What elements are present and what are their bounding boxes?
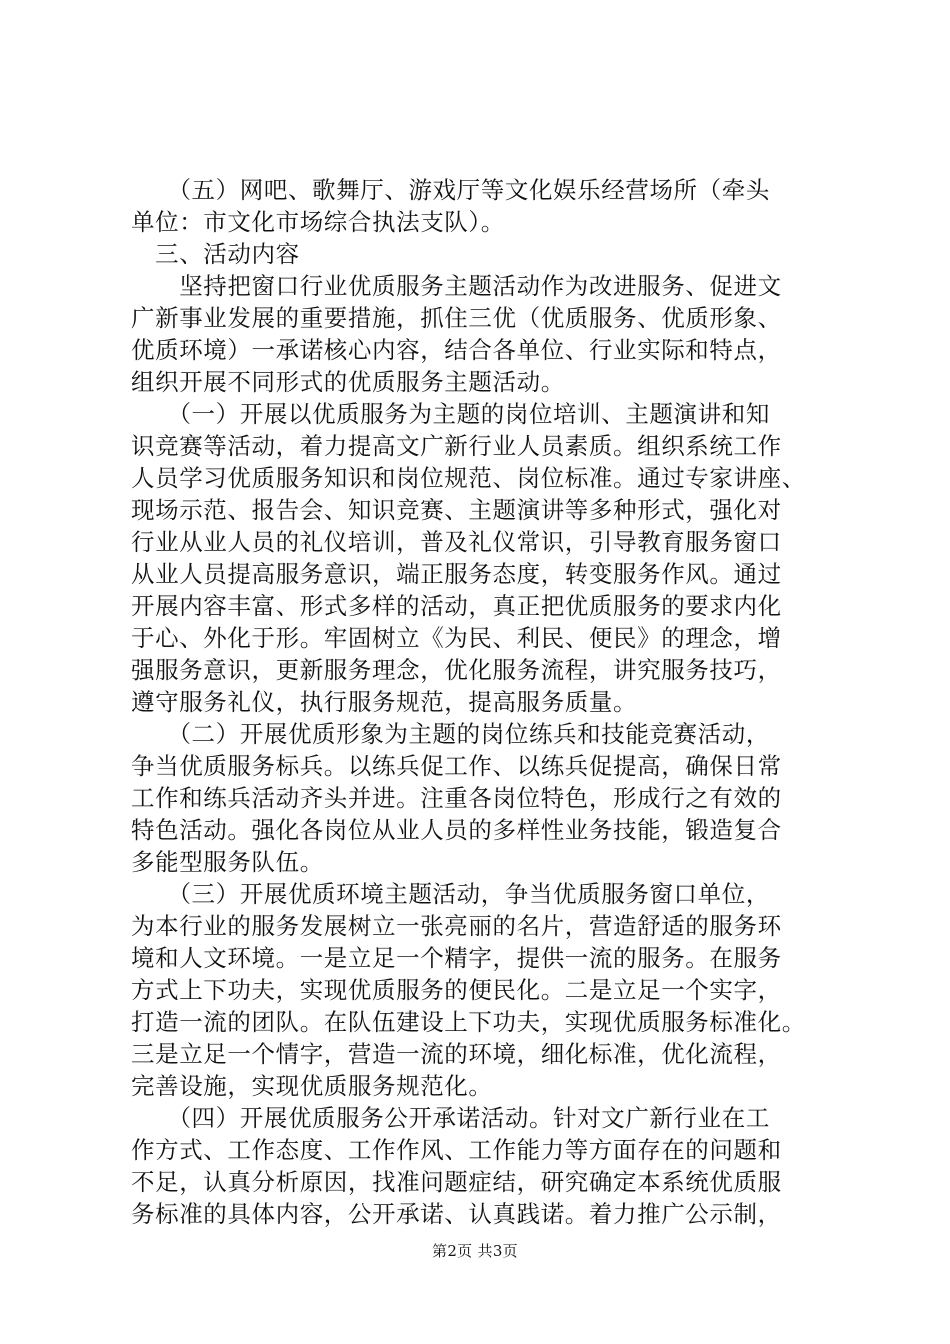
- body-text-line: 方式上下功夫，实现优质服务的便民化。二是立足一个实字，: [131, 976, 782, 1004]
- body-text-line: 从业人员提高服务意识，端正服务态度，转变服务作风。通过: [131, 560, 782, 588]
- body-text-line: 完善设施，实现优质服务规范化。: [131, 1072, 493, 1100]
- body-text-line: 遵守服务礼仪，执行服务规范，提高服务质量。: [131, 688, 638, 716]
- body-text-line: 不足，认真分析原因，找准问题症结，研究确定本系统优质服: [131, 1168, 782, 1196]
- body-text-line: 开展内容丰富、形式多样的活动，真正把优质服务的要求内化: [131, 592, 782, 620]
- body-text-line: 作方式、工作态度、工作作风、工作能力等方面存在的问题和: [131, 1136, 782, 1164]
- body-text-line: 强服务意识，更新服务理念，优化服务流程，讲究服务技巧，: [131, 656, 782, 684]
- body-text-line: 三是立足一个情字，营造一流的环境，细化标准，优化流程，: [131, 1040, 782, 1068]
- body-text-line: 多能型服务队伍。: [131, 848, 324, 876]
- body-text-line: 现场示范、报告会、知识竞赛、主题演讲等多种形式，强化对: [131, 496, 782, 524]
- section-heading: 三、活动内容: [131, 240, 300, 268]
- body-text-line: （四）开展优质服务公开承诺活动。针对文广新行业在工: [131, 1104, 770, 1132]
- body-text-line: 人员学习优质服务知识和岗位规范、岗位标准。通过专家讲座、: [131, 464, 806, 492]
- page-footer: 第2页 共3页: [432, 1242, 518, 1260]
- body-text-line: 单位：市文化市场综合执法支队）。: [131, 208, 505, 236]
- body-text-line: 行业从业人员的礼仪培训，普及礼仪常识，引导教育服务窗口: [131, 528, 782, 556]
- body-text-line: 为本行业的服务发展树立一张亮丽的名片，营造舒适的服务环: [131, 912, 782, 940]
- body-text-line: 于心、外化于形。牢固树立《为民、利民、便民》的理念，增: [131, 624, 782, 652]
- body-text-line: （五）网吧、歌舞厅、游戏厅等文化娱乐经营场所（牵头: [131, 176, 770, 204]
- body-text-line: 优质环境）一承诺核心内容，结合各单位、行业实际和特点，: [131, 336, 782, 364]
- body-text-line: 打造一流的团队。在队伍建设上下功夫，实现优质服务标准化。: [131, 1008, 806, 1036]
- body-text-line: 组织开展不同形式的优质服务主题活动。: [131, 368, 565, 396]
- body-text-line: 广新事业发展的重要措施，抓住三优（优质服务、优质形象、: [131, 304, 782, 332]
- body-text-line: （二）开展优质形象为主题的岗位练兵和技能竞赛活动，: [131, 720, 770, 748]
- body-text-line: 坚持把窗口行业优质服务主题活动作为改进服务、促进文: [131, 272, 782, 300]
- body-text-line: 境和人文环境。一是立足一个精字，提供一流的服务。在服务: [131, 944, 782, 972]
- body-text-line: 识竞赛等活动，着力提高文广新行业人员素质。组织系统工作: [131, 432, 782, 460]
- body-text-line: （一）开展以优质服务为主题的岗位培训、主题演讲和知: [131, 400, 770, 428]
- body-text-line: （三）开展优质环境主题活动，争当优质服务窗口单位，: [131, 880, 770, 908]
- body-text-line: 务标准的具体内容，公开承诺、认真践诺。着力推广公示制，: [131, 1200, 782, 1228]
- body-text-line: 特色活动。强化各岗位从业人员的多样性业务技能，锻造复合: [131, 816, 782, 844]
- body-text-line: 争当优质服务标兵。以练兵促工作、以练兵促提高，确保日常: [131, 752, 782, 780]
- body-text-line: 工作和练兵活动齐头并进。注重各岗位特色，形成行之有效的: [131, 784, 782, 812]
